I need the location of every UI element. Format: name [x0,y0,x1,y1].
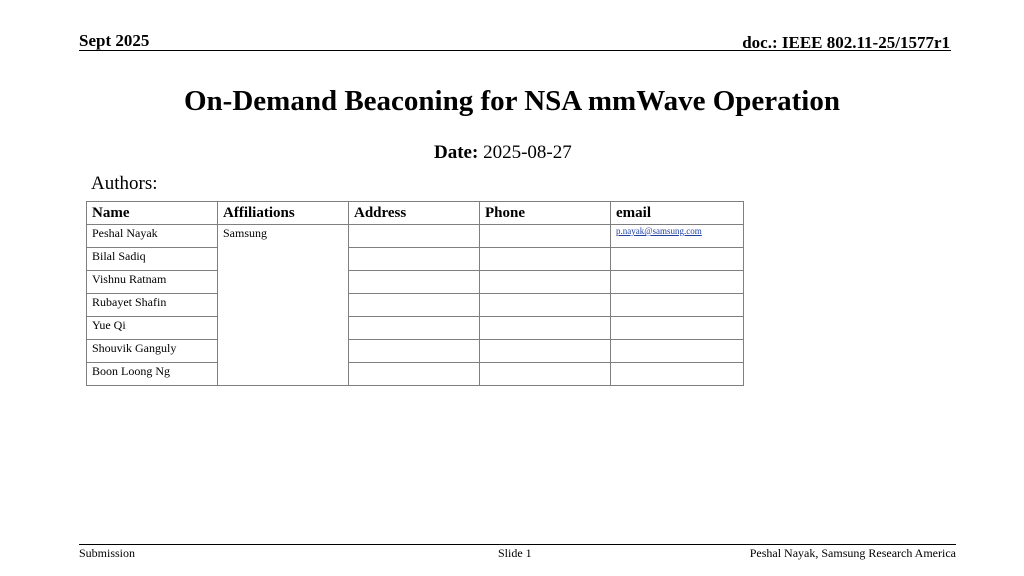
footer-author: Peshal Nayak, Samsung Research America [749,546,956,560]
author-email [611,248,744,271]
date-line [434,142,572,164]
table-row [87,363,744,386]
column-header-phone: Phone [480,202,611,225]
footer-divider [79,544,956,545]
author-name: Rubayet Shafin [87,294,218,317]
author-address [349,340,480,363]
slide-title: On-Demand Beaconing for NSA mmWave Operation [184,85,840,117]
date-value: 2025-08-27 [483,142,572,163]
table-row [87,271,744,294]
author-phone [480,225,611,248]
table-row [87,225,744,248]
author-email [611,317,744,340]
column-header-email: email [611,202,744,225]
table-header-row [87,202,744,225]
date-label: Date: [434,142,479,163]
author-email-link[interactable]: p.nayak@samsung.com [611,225,744,248]
author-address [349,363,480,386]
author-address [349,248,480,271]
author-email [611,294,744,317]
authors-table [86,201,744,386]
author-name: Shouvik Ganguly [87,340,218,363]
author-email [611,340,744,363]
author-phone [480,271,611,294]
author-address [349,225,480,248]
table-row [87,317,744,340]
author-address [349,271,480,294]
author-address [349,317,480,340]
author-phone [480,294,611,317]
author-name: Boon Loong Ng [87,363,218,386]
column-header-address: Address [349,202,480,225]
author-name: Vishnu Ratnam [87,271,218,294]
header-divider [79,50,951,51]
author-phone [480,363,611,386]
footer-slide-number: Slide 1 [498,546,532,560]
table-row [87,340,744,363]
author-name: Peshal Nayak [87,225,218,248]
column-header-affiliations: Affiliations [218,202,349,225]
author-phone [480,340,611,363]
author-phone [480,248,611,271]
author-email [611,271,744,294]
author-name: Bilal Sadiq [87,248,218,271]
author-name: Yue Qi [87,317,218,340]
header-date: Sept 2025 [79,31,150,50]
table-row [87,294,744,317]
author-affiliation: Samsung [218,225,349,386]
footer-submission: Submission [79,546,136,560]
table-row [87,248,744,271]
authors-label: Authors: [91,173,158,194]
author-address [349,294,480,317]
author-email [611,363,744,386]
column-header-name: Name [87,202,218,225]
author-phone [480,317,611,340]
header-doc-id: doc.: IEEE 802.11-25/1577r1 [742,33,950,52]
